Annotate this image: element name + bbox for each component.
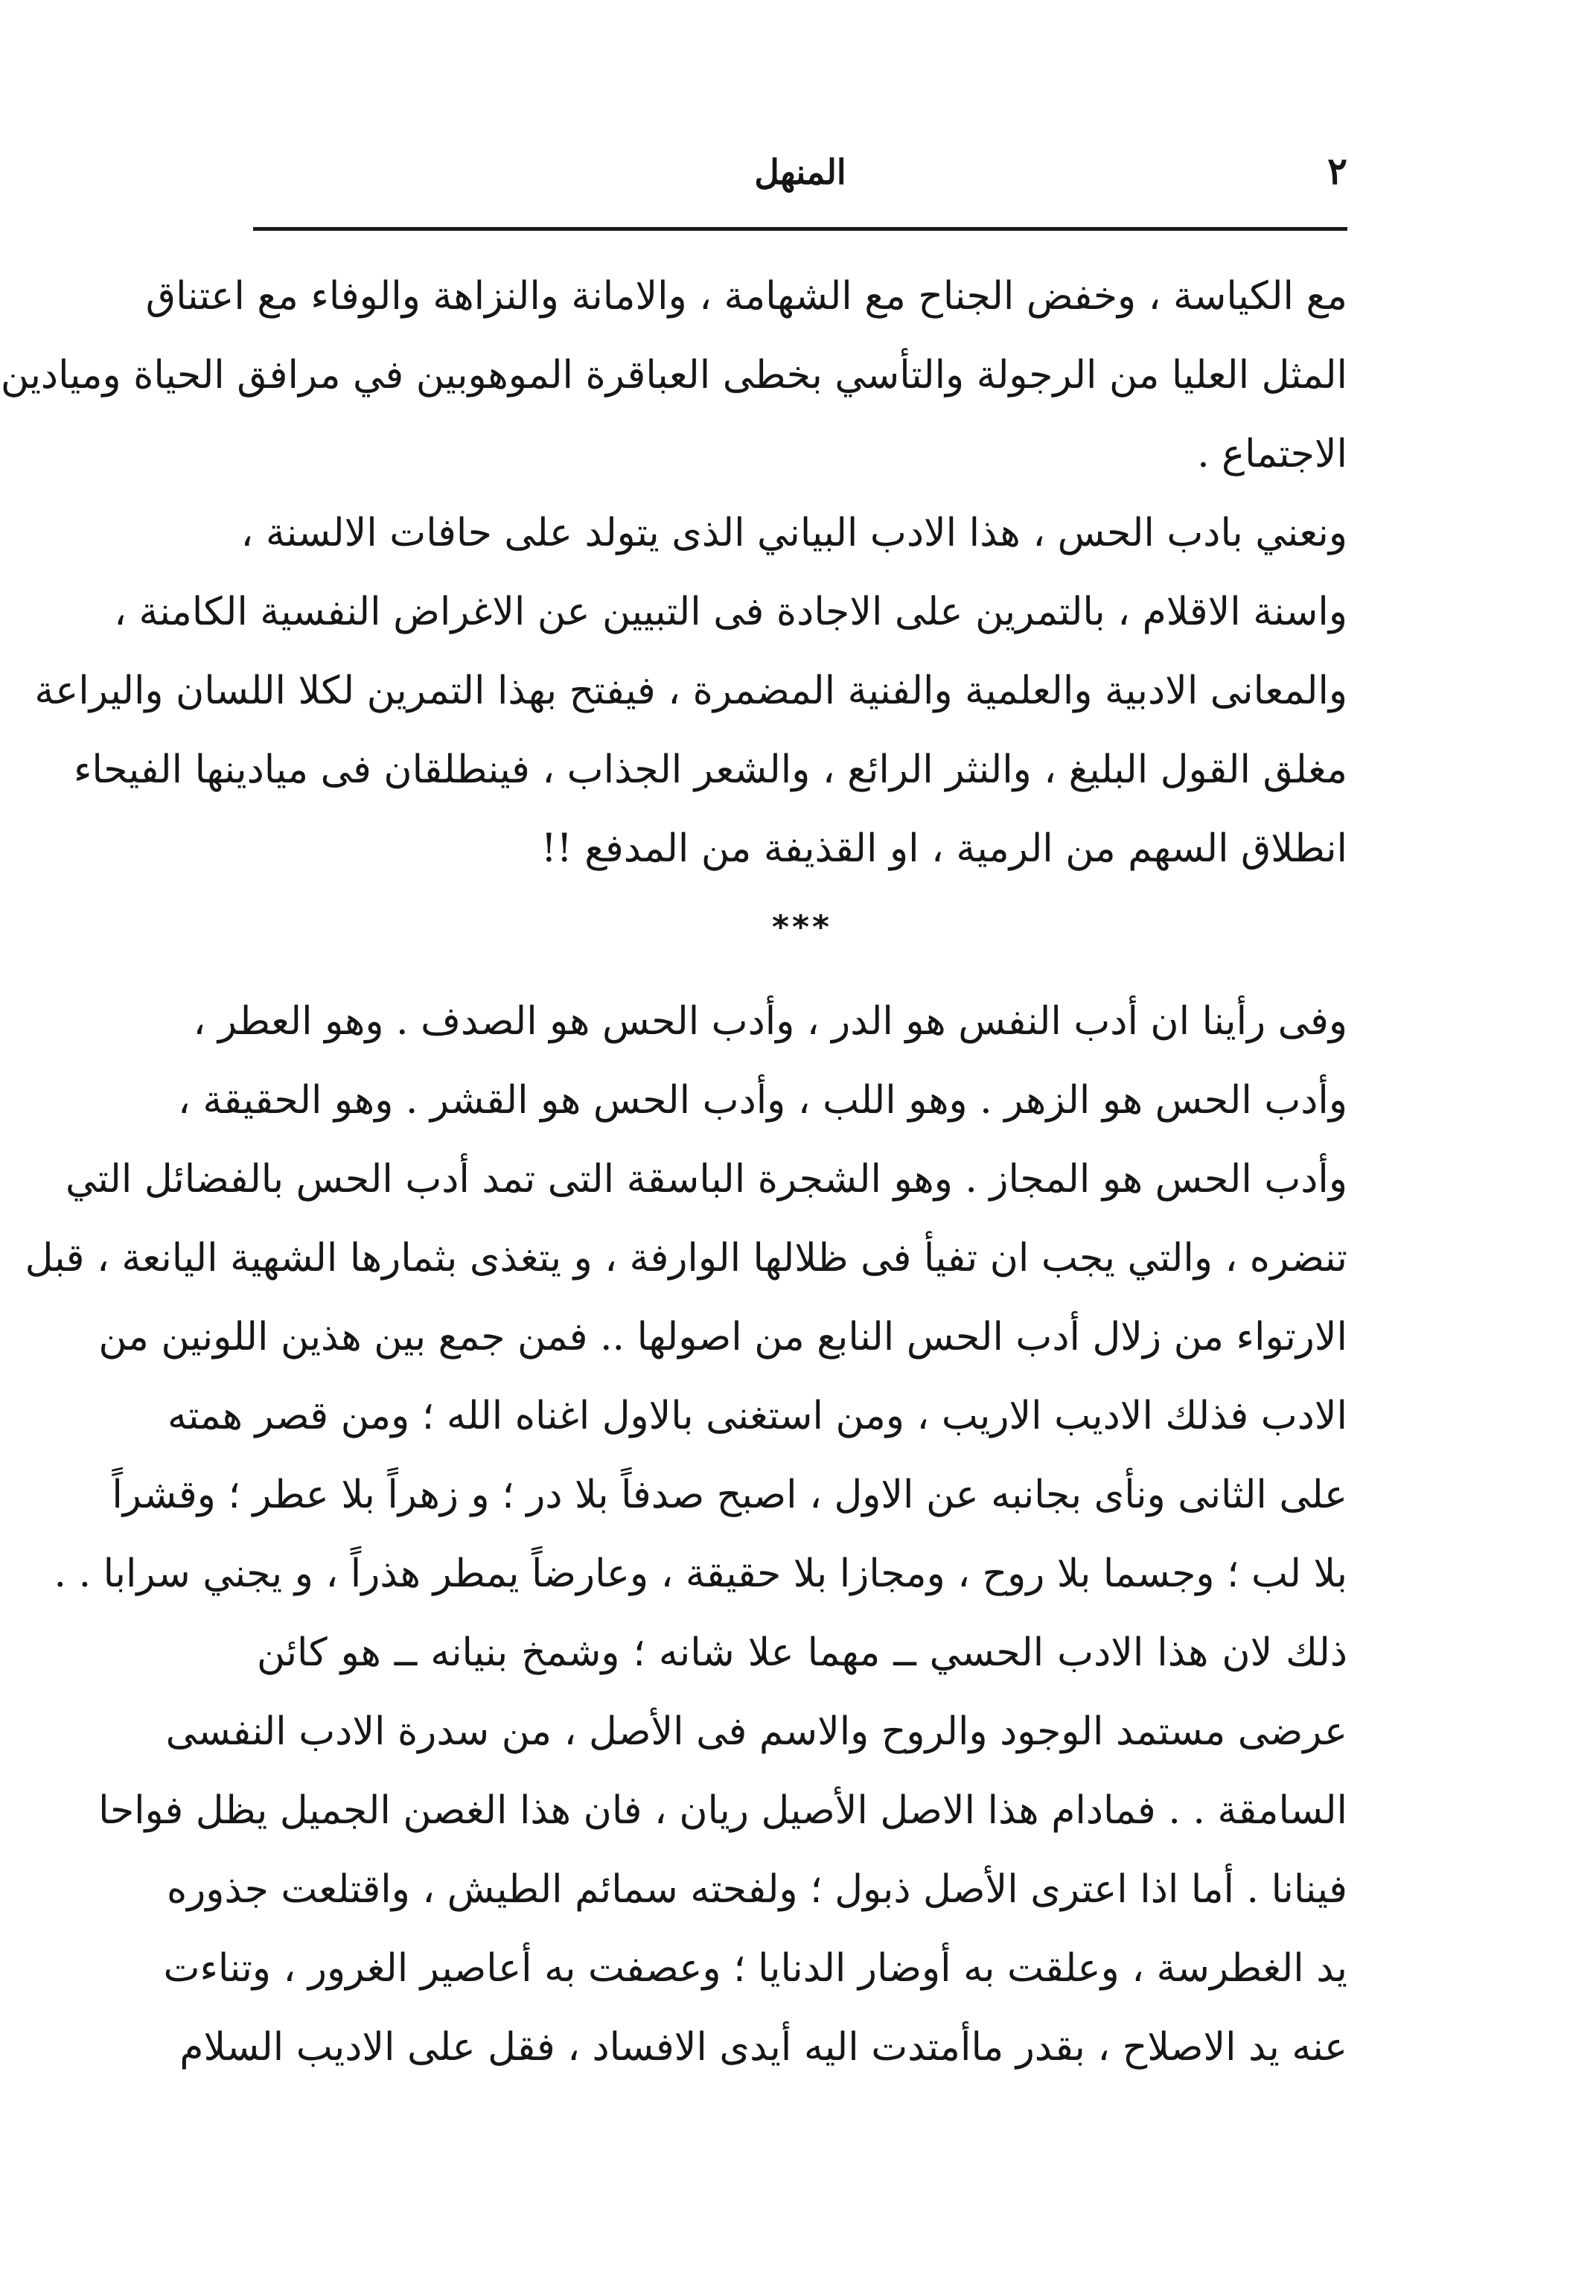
text-line: المثل العليا من الرجولة والتأسي بخطى العباقرة الموهوبين في مرافق الحياة وميادين: [0, 353, 1347, 398]
text-line: وأدب الحس هو الزهر . وهو اللب ، وأدب الحس هو القشر . وهو الحقيقة ،: [178, 1078, 1347, 1123]
text-line: انطلاق السهم من الرمية ، او القذيفة من المدفع !!: [540, 826, 1347, 871]
paragraph: [34, 494, 1347, 888]
header-rule: [253, 227, 1347, 231]
text-line: فينانا . أما اذا اعترى الأصل ذبول ؛ ولفحته سمائم الطيش ، واقتلعت جذوره: [166, 1867, 1347, 1912]
text-line: ذلك لان هذا الادب الحسي ــ مهما علا شانه ؛ وشمخ بنيانه ــ هو كائن: [257, 1630, 1347, 1675]
text-line: مع الكياسة ، وخفض الجناح مع الشهامة ، والامانة والنزاهة والوفاء مع اعتناق: [145, 274, 1347, 319]
paragraph: [25, 982, 1347, 1613]
text-line: يد الغطرسة ، وعلقت به أوضار الدنايا ؛ وعصفت به أعاصير الغرور ، وتناءت: [163, 1946, 1347, 1991]
text-line: عنه يد الاصلاح ، بقدر ماأمتدت اليه أيدى الافساد ، فقل على الاديب السلام: [179, 2025, 1347, 2070]
text-line: والمعانى الادبية والعلمية والفنية المضمرة ، فيفتح بهذا التمرين لكلا اللسان واليراعة: [34, 669, 1347, 713]
text-line: وأدب الحس هو المجاز . وهو الشجرة الباسقة التى تمد أدب الحس بالفضائل التي: [66, 1157, 1347, 1202]
text-line: السامقة . . فمادام هذا الاصل الأصيل ريان ، فان هذا الغصن الجميل يظل فواحا: [98, 1788, 1347, 1833]
text-line: بلا لب ؛ وجسما بلا روح ، ومجازا بلا حقيقة ، وعارضاً يمطر هذراً ، و يجني سرابا . .: [54, 1552, 1347, 1596]
text-line: واسنة الاقلام ، بالتمرين على الاجادة فى التبيين عن الاغراض النفسية الكامنة ،: [114, 590, 1347, 634]
text-line: على الثانى ونأى بجانبه عن الاول ، اصبح صدفاً بلا در ؛ و زهراً بلا عطر ؛ وقشراً: [112, 1473, 1347, 1517]
page-header: [253, 149, 1347, 231]
paragraph: [98, 1613, 1347, 2087]
text-line: تنضره ، والتي يجب ان تفيأ فى ظلالها الوارفة ، و يتغذى بثمارها الشهية اليانعة ، قبل: [25, 1236, 1347, 1281]
text-line: الارتواء من زلال أدب الحس النابع من اصولها .. فمن جمع بين هذين اللونين من: [98, 1315, 1347, 1359]
text-line: الادب فذلك الاديب الاريب ، ومن استغنى بالاول اغناه الله ؛ ومن قصر همته: [167, 1394, 1347, 1438]
text-line: مغلق القول البليغ ، والنثر الرائع ، والشعر الجذاب ، فينطلقان فى ميادينها الفيحاء: [73, 747, 1347, 792]
text-line: الاجتماع .: [1197, 432, 1347, 476]
body-text: [0, 257, 1347, 2087]
text-line: عرضى مستمد الوجود والروح والاسم فى الأصل ، من سدرة الادب النفسى: [165, 1709, 1347, 1754]
text-line: ونعني بادب الحس ، هذا الادب البياني الذى يتولد على حافات الالسنة ،: [240, 511, 1347, 555]
page-number: ٢: [1327, 149, 1347, 193]
separator-gap: [257, 967, 1347, 982]
section-separator: ***: [771, 908, 833, 946]
paragraph: [0, 257, 1347, 494]
running-title: المنهل: [754, 152, 846, 192]
text-line: وفى رأينا ان أدب النفس هو الدر ، وأدب الحس هو الصدف . وهو العطر ،: [193, 999, 1347, 1044]
